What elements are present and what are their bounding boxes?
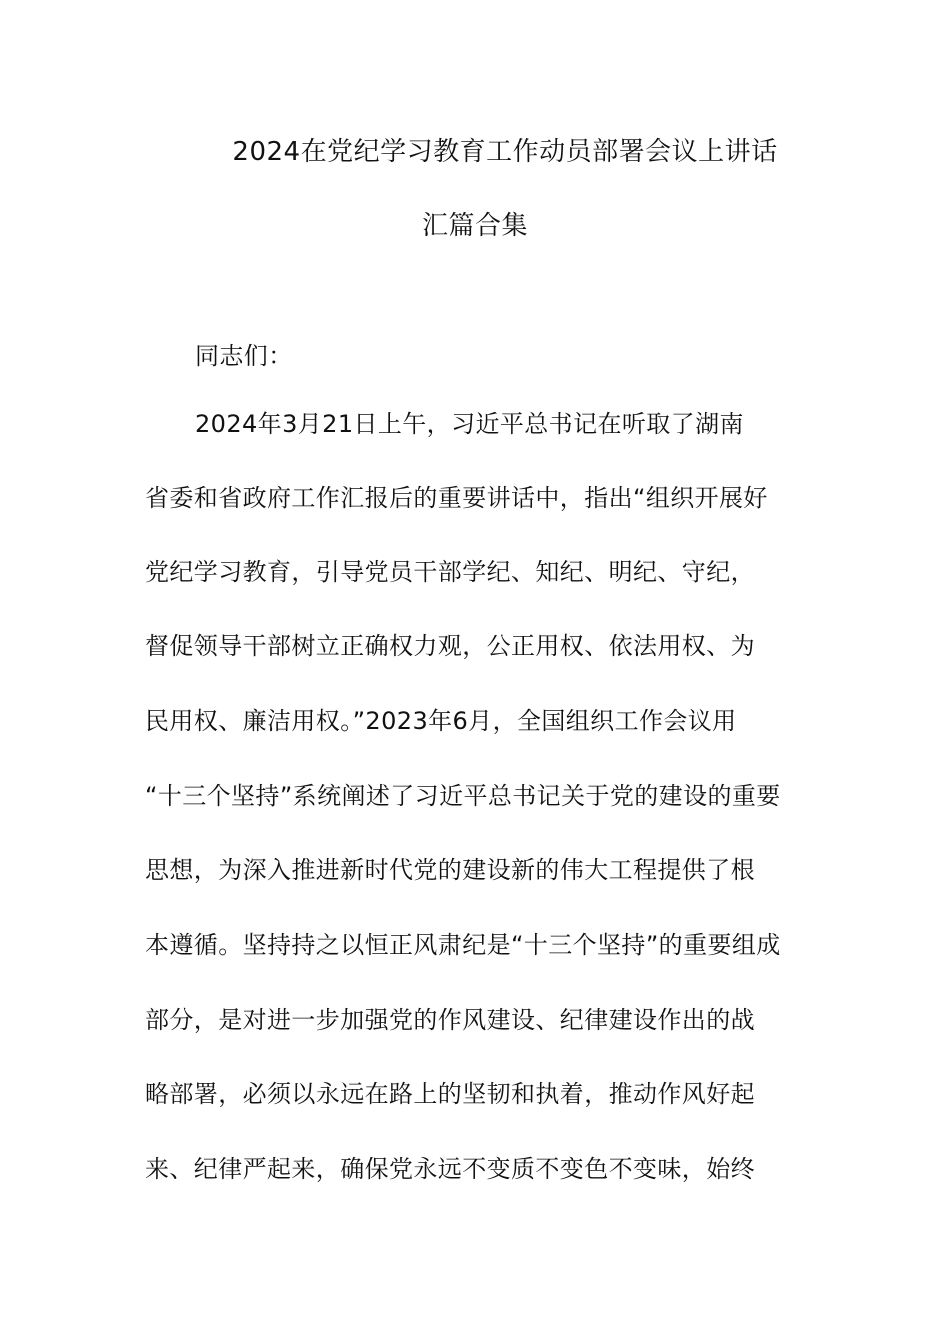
document-title-line-1: 2024在党纪学习教育工作动员部署会议上讲话 [232, 137, 778, 167]
paragraph-line: 本遵循。坚持持之以恒正风肃纪是“十三个坚持”的重要组成 [145, 931, 781, 959]
paragraph-line: 省委和省政府工作汇报后的重要讲话中，指出“组织开展好 [145, 484, 768, 512]
paragraph-line: 民用权、廉洁用权。”2023年6月，全国组织工作会议用 [145, 707, 737, 735]
paragraph-line: 2024年3月21日上午，习近平总书记在听取了湖南 [195, 410, 744, 438]
paragraph-line: “十三个坚持”系统阐述了习近平总书记关于党的建设的重要 [145, 782, 781, 810]
paragraph-line: 思想，为深入推进新时代党的建设新的伟大工程提供了根 [145, 856, 755, 884]
paragraph-line: 党纪学习教育，引导党员干部学纪、知纪、明纪、守纪， [145, 558, 755, 586]
document-title-line-2: 汇篇合集 [421, 211, 528, 241]
paragraph-line: 部分，是对进一步加强党的作风建设、纪律建设作出的战 [145, 1006, 755, 1034]
paragraph-line: 督促领导干部树立正确权力观，公正用权、依法用权、为 [145, 632, 755, 660]
paragraph-line: 略部署，必须以永远在路上的坚韧和执着，推动作风好起 [145, 1080, 755, 1108]
paragraph-line: 来、纪律严起来，确保党永远不变质不变色不变味，始终 [145, 1155, 755, 1183]
salutation: 同志们： [195, 342, 293, 370]
